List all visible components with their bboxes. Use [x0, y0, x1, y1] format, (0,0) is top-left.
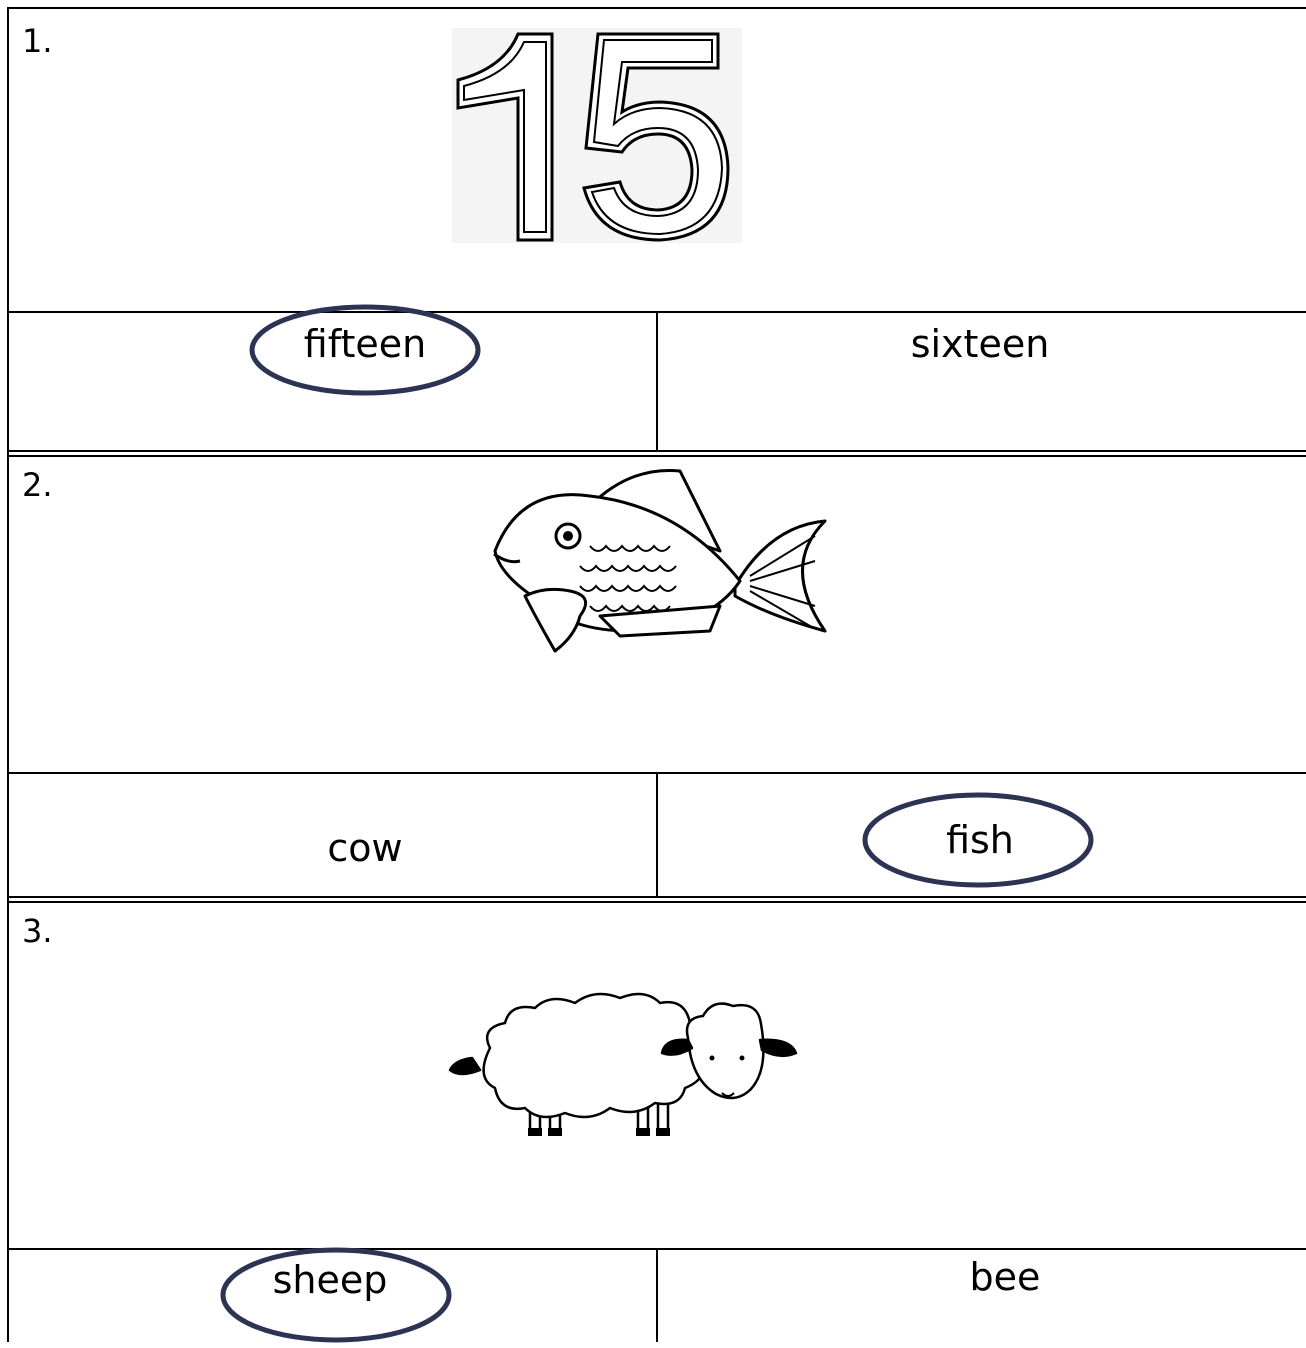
option-cow[interactable]: cow — [327, 826, 403, 870]
number-15-outline-image — [452, 28, 742, 243]
fish-image — [480, 466, 830, 666]
option-fish[interactable]: fish — [946, 818, 1014, 862]
sheep-image — [450, 998, 810, 1148]
option-sheep[interactable]: sheep — [272, 1258, 388, 1302]
option-bee[interactable]: bee — [969, 1255, 1041, 1299]
question-number: 1. — [22, 22, 53, 60]
option-sixteen[interactable]: sixteen — [910, 322, 1050, 366]
question-number: 2. — [22, 466, 53, 504]
answer-circle — [862, 792, 1102, 892]
answer-circle — [220, 1248, 460, 1348]
question-number: 3. — [22, 912, 53, 950]
answer-circle — [247, 301, 487, 401]
option-fifteen[interactable]: fifteen — [303, 322, 427, 366]
